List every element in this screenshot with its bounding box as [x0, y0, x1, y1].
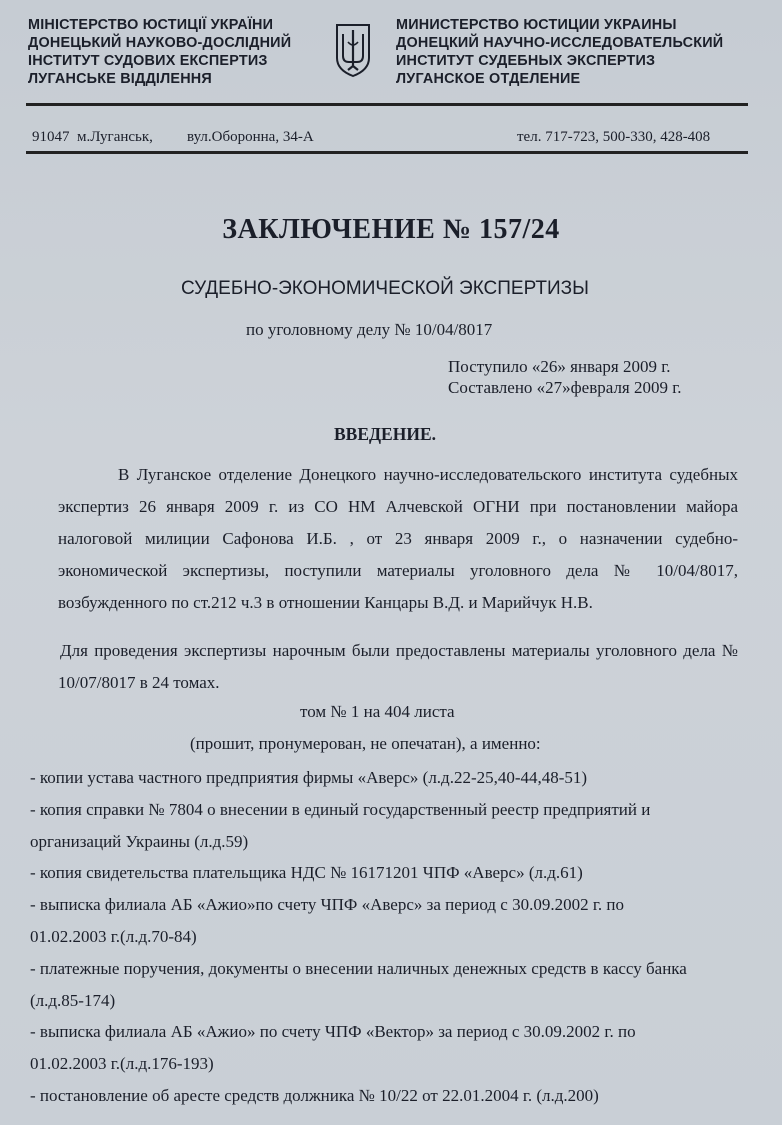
trident-icon: [334, 22, 372, 78]
address-phones: тел. 717-723, 500-330, 428-408: [517, 129, 711, 145]
introduction-heading: ВВЕДЕНИЕ.: [333, 424, 436, 444]
composed-date: Составлено «27»февраля 2009 г.: [448, 378, 682, 397]
list-item: 01.02.2003 г.(л.д.70-84): [30, 926, 197, 946]
header-line: ЛУГАНСКОЕ ОТДЕЛЕНИЕ: [396, 71, 581, 87]
list-item: - копия свидетельства плательщика НДС № 16171201 ЧПФ «Аверс» (л.д.61): [30, 863, 583, 883]
case-number: по уголовному делу № 10/04/8017: [246, 320, 493, 339]
materials-paragraph: [58, 635, 738, 699]
paragraph-text: В Луганское отделение Донецкого научно-исследовательского института судебных экспертиз 26 января 2009 г. из СО НМ Алчевской ОГНИ при постановлении майора налоговой милиции Сафонова И.Б. , от 23 января 2009 г., о назначении судебно-экономической экспертизы, поступили материалы уголовного дела № 10/04/8017, возбужденного по ст.212 ч.3 в отношении Канцары В.Д. и Марийчук Н.В.: [58, 465, 738, 612]
introduction-paragraph: [58, 459, 738, 619]
list-item: - платежные поручения, документы о внесении наличных денежных средств в кассу банка: [30, 958, 687, 978]
list-item: - выписка филиала АБ «Ажио»по счету ЧПФ «Аверс» за период с 30.09.2002 г. по: [30, 895, 624, 915]
header-divider-top: [26, 103, 748, 106]
list-item: организаций Украины (л.д.59): [30, 831, 249, 851]
received-date: Поступило «26» января 2009 г.: [448, 357, 671, 376]
address-postcode: 91047: [32, 129, 70, 145]
header-line: МИНИСТЕРСТВО ЮСТИЦИИ УКРАИНЫ: [396, 17, 677, 33]
header-line: ЛУГАНСЬКЕ ВІДДІЛЕННЯ: [28, 71, 212, 87]
address-city: м.Луганськ,: [77, 129, 153, 145]
header-line: ІНСТИТУТ СУДОВИХ ЕКСПЕРТИЗ: [28, 53, 268, 69]
header-russian: [396, 16, 723, 88]
document-title: ЗАКЛЮЧЕНИЕ № 157/24: [222, 214, 560, 245]
paragraph-text: Для проведения экспертизы нарочным были предоставлены материалы уголовного дела № 10/07/8017 в 24 томах.: [58, 641, 738, 692]
list-item: (л.д.85-174): [30, 990, 116, 1010]
header-line: ДОНЕЦЬКИЙ НАУКОВО-ДОСЛІДНИЙ: [28, 35, 292, 51]
header-divider-bottom: [26, 151, 748, 154]
list-item: - копии устава частного предприятия фирмы «Аверс» (л.д.22-25,40-44,48-51): [30, 768, 588, 787]
materials-list: [30, 762, 750, 1112]
header-line: ДОНЕЦКИЙ НАУЧНО-ИССЛЕДОВАТЕЛЬСКИЙ: [396, 35, 724, 51]
dates-block: [448, 356, 682, 398]
document-subtitle: СУДЕБНО-ЭКОНОМИЧЕСКОЙ ЭКСПЕРТИЗЫ: [181, 278, 589, 299]
header-line: МІНІСТЕРСТВО ЮСТИЦІЇ УКРАЇНИ: [28, 17, 274, 33]
list-item: - постановление об аресте средств должника № 10/22 от 22.01.2004 г. (л.д.200): [30, 1085, 599, 1105]
list-item: - выписка филиала АБ «Ажио» по счету ЧПФ «Вектор» за период с 30.09.2002 г. по: [30, 1022, 636, 1042]
header-ukrainian: [28, 16, 291, 88]
volume-note: (прошит, пронумерован, не опечатан), а именно:: [190, 734, 541, 753]
volume-line: том № 1 на 404 листа: [300, 702, 455, 721]
list-item: 01.02.2003 г.(л.д.176-193): [30, 1054, 214, 1074]
header-line: ИНСТИТУТ СУДЕБНЫХ ЭКСПЕРТИЗ: [396, 53, 656, 69]
list-item: - копия справки № 7804 о внесении в единый государственный реестр предприятий и: [30, 799, 651, 819]
address-street: вул.Оборонна, 34-А: [187, 129, 314, 145]
